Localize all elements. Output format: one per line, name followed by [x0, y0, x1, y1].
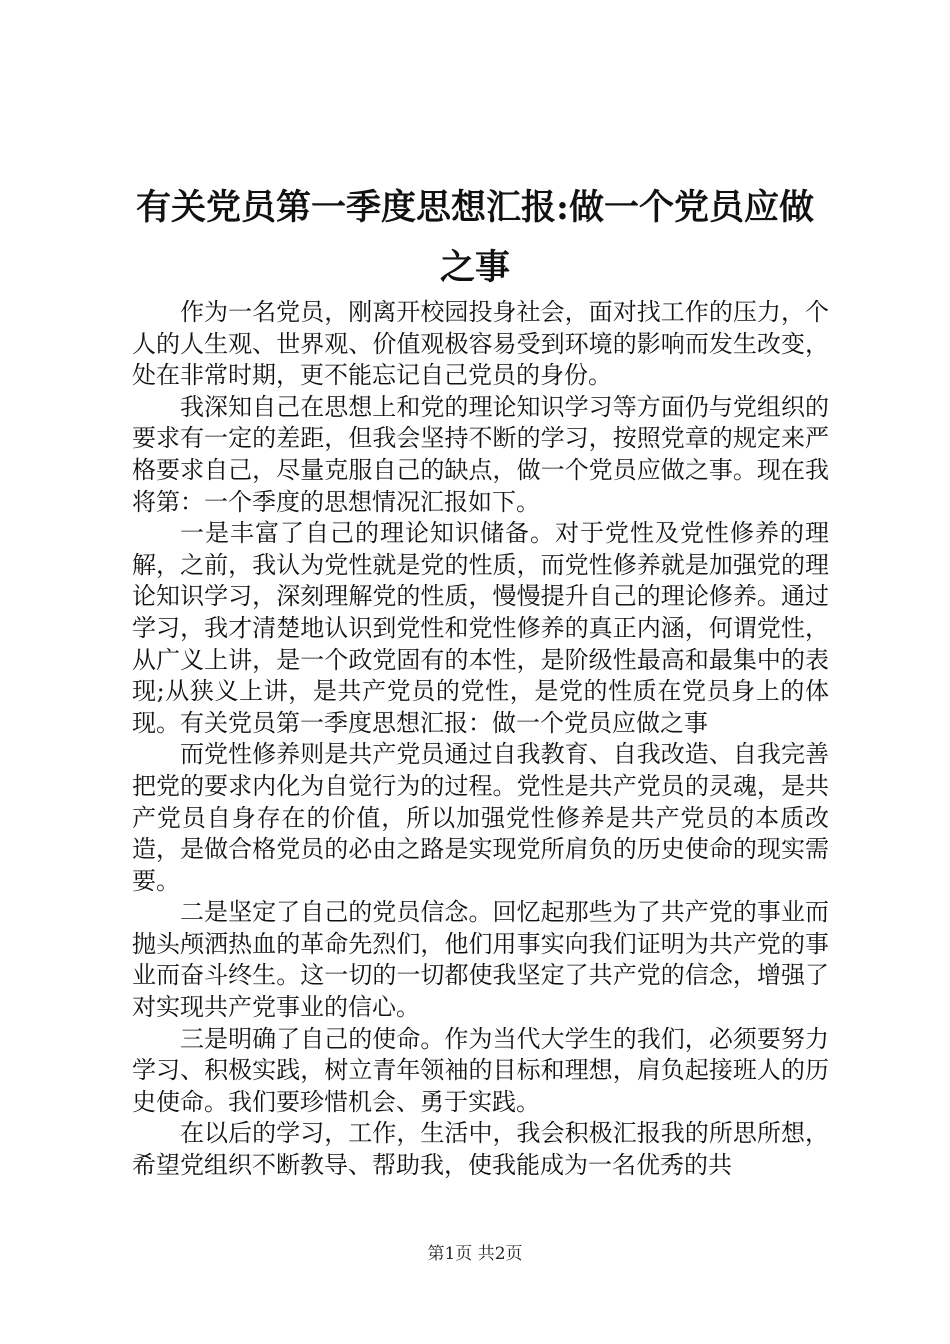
paragraph: 我深知自己在思想上和党的理论知识学习等方面仍与党组织的要求有一定的差距，但我会坚持不断的学习，按照党章的规定来严格要求自己，尽量克服自己的缺点，做一个党员应做之事。现在我将第：一个季度的思想情况汇报如下。 [132, 392, 829, 516]
paragraph: 作为一名党员，刚离开校园投身社会，面对找工作的压力，个人的人生观、世界观、价值观极容易受到环境的影响而发生改变，处在非常时期，更不能忘记自己党员的身份。 [132, 298, 829, 390]
paragraph: 在以后的学习，工作，生活中，我会积极汇报我的所思所想，希望党组织不断教导、帮助我，使我能成为一名优秀的共 [132, 1119, 829, 1180]
document-title: 有关党员第一季度思想汇报:做一个党员应做之事 [136, 187, 814, 288]
paragraph: 二是坚定了自己的党员信念。回忆起那些为了共产党的事业而抛头颅洒热血的革命先烈们，他们用事实向我们证明为共产党的事业而奋斗终生。这一切的一切都使我坚定了共产党的信念，增强了对实现共产党事业的信心。 [132, 898, 829, 1022]
document-body [132, 297, 829, 1182]
paragraph: 而党性修养则是共产党员通过自我教育、自我改造、自我完善把党的要求内化为自觉行为的过程。党性是共产党员的灵魂，是共产党员自身存在的价值，所以加强党性修养是共产党员的本质改造，是做合格党员的必由之路是实现党所肩负的历史使命的现实需要。 [132, 740, 829, 895]
paragraph: 三是明确了自己的使命。作为当代大学生的我们，必须要努力学习、积极实践，树立青年领袖的目标和理想，肩负起接班人的历史使命。我们要珍惜机会、勇于实践。 [132, 1024, 829, 1116]
page-footer: 第1页 共2页 [427, 1244, 523, 1264]
paragraph: 一是丰富了自己的理论知识储备。对于党性及党性修养的理解，之前，我认为党性就是党的性质，而党性修养就是加强党的理论知识学习，深刻理解党的性质，慢慢提升自己的理论修养。通过学习，我才清楚地认识到党性和党性修养的真正内涵，何谓党性，从广义上讲，是一个政党固有的本性，是阶级性最高和最集中的表现;从狭义上讲，是共产党员的党性，是党的性质在党员身上的体现。有关党员第一季度思想汇报：做一个党员应做之事 [132, 519, 829, 737]
